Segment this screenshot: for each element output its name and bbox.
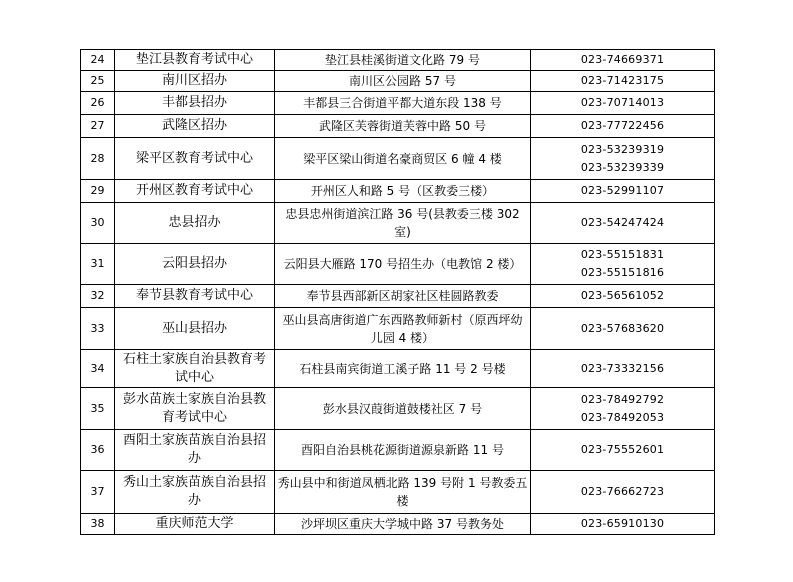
phone-number: 023-78492792	[580, 392, 665, 406]
office-name: 重庆师范大学	[115, 514, 275, 535]
office-name: 丰都县招办	[115, 92, 275, 115]
office-phone	[531, 244, 715, 285]
table-row	[81, 92, 715, 115]
office-address: 垫江县桂溪街道文化路 79 号	[275, 50, 531, 71]
office-phone	[531, 285, 715, 308]
office-address: 巫山县高唐街道广东西路教师新村（原西坪幼儿园 4 楼）	[275, 308, 531, 350]
table-row	[81, 244, 715, 285]
phone-number: 023-65910130	[580, 517, 665, 530]
table-row	[81, 471, 715, 514]
row-number: 33	[81, 308, 115, 350]
office-phone	[531, 350, 715, 388]
office-phone	[531, 180, 715, 203]
office-address: 丰都县三合街道平都大道东段 138 号	[275, 92, 531, 115]
row-number: 37	[81, 471, 115, 514]
office-address: 南川区公园路 57 号	[275, 71, 531, 92]
exam-office-table	[80, 49, 715, 535]
table-row	[81, 138, 715, 180]
phone-number: 023-70714013	[580, 96, 665, 109]
row-number: 30	[81, 203, 115, 244]
phone-number: 023-76662723	[580, 485, 665, 498]
phone-number: 023-53239339	[580, 160, 665, 174]
office-phone	[531, 388, 715, 430]
table-row	[81, 514, 715, 535]
office-address: 沙坪坝区重庆大学城中路 37 号教务处	[275, 514, 531, 535]
table-row	[81, 115, 715, 138]
phone-number: 023-75552601	[580, 443, 665, 456]
phone-number: 023-54247424	[580, 216, 665, 229]
office-address: 酉阳自治县桃花源街道源泉新路 11 号	[275, 430, 531, 471]
row-number: 28	[81, 138, 115, 180]
phone-number: 023-77722456	[580, 119, 665, 132]
phone-number: 023-73332156	[580, 361, 665, 375]
phone-number: 023-55151831	[580, 248, 665, 261]
office-address: 奉节县西部新区胡家社区桂圆路教委	[275, 285, 531, 308]
office-name: 奉节县教育考试中心	[115, 285, 275, 308]
phone-number: 023-78492053	[580, 410, 665, 424]
row-number: 32	[81, 285, 115, 308]
office-name: 巫山县招办	[115, 308, 275, 350]
row-number: 26	[81, 92, 115, 115]
table-row	[81, 285, 715, 308]
office-phone	[531, 92, 715, 115]
office-address: 开州区人和路 5 号（区教委三楼）	[275, 180, 531, 203]
row-number: 24	[81, 50, 115, 71]
office-name: 石柱土家族自治县教育考试中心	[115, 350, 275, 388]
office-address: 忠县忠州街道滨江路 36 号(县教委三楼 302 室)	[275, 203, 531, 244]
row-number: 31	[81, 244, 115, 285]
phone-number: 023-71423175	[580, 74, 665, 87]
office-address: 梁平区梁山街道名豪商贸区 6 幢 4 楼	[275, 138, 531, 180]
office-name: 忠县招办	[115, 203, 275, 244]
table-row	[81, 203, 715, 244]
office-address: 彭水县汉葭街道鼓楼社区 7 号	[275, 388, 531, 430]
row-number: 34	[81, 350, 115, 388]
row-number: 27	[81, 115, 115, 138]
table-row	[81, 308, 715, 350]
table-row	[81, 50, 715, 71]
phone-number: 023-52991107	[580, 184, 665, 197]
office-phone	[531, 71, 715, 92]
office-name: 垫江县教育考试中心	[115, 50, 275, 71]
phone-number: 023-56561052	[580, 289, 665, 302]
office-phone	[531, 203, 715, 244]
office-phone	[531, 50, 715, 71]
office-address: 武隆区芙蓉街道芙蓉中路 50 号	[275, 115, 531, 138]
office-phone	[531, 514, 715, 535]
phone-number: 023-53239319	[580, 142, 665, 156]
office-name: 武隆区招办	[115, 115, 275, 138]
office-address: 云阳县大雁路 170 号招生办（电教馆 2 楼）	[275, 244, 531, 285]
table-row	[81, 430, 715, 471]
office-address: 石柱县南宾街道工溪子路 11 号 2 号楼	[275, 350, 531, 388]
row-number: 38	[81, 514, 115, 535]
row-number: 25	[81, 71, 115, 92]
row-number: 29	[81, 180, 115, 203]
office-phone	[531, 308, 715, 350]
office-name: 秀山土家族苗族自治县招办	[115, 471, 275, 514]
table-row	[81, 180, 715, 203]
phone-number: 023-57683620	[580, 321, 665, 335]
office-name: 开州区教育考试中心	[115, 180, 275, 203]
table-row	[81, 350, 715, 388]
office-name: 酉阳土家族苗族自治县招办	[115, 430, 275, 471]
office-name: 南川区招办	[115, 71, 275, 92]
row-number: 35	[81, 388, 115, 430]
office-phone	[531, 115, 715, 138]
phone-number: 023-55151816	[580, 266, 665, 279]
office-address: 秀山县中和街道凤栖北路 139 号附 1 号教委五楼	[275, 471, 531, 514]
office-phone	[531, 138, 715, 180]
table-row	[81, 71, 715, 92]
table-row	[81, 388, 715, 430]
row-number: 36	[81, 430, 115, 471]
phone-number: 023-74669371	[580, 53, 665, 66]
office-name: 彭水苗族土家族自治县教育考试中心	[115, 388, 275, 430]
office-name: 梁平区教育考试中心	[115, 138, 275, 180]
office-phone	[531, 430, 715, 471]
office-phone	[531, 471, 715, 514]
office-name: 云阳县招办	[115, 244, 275, 285]
